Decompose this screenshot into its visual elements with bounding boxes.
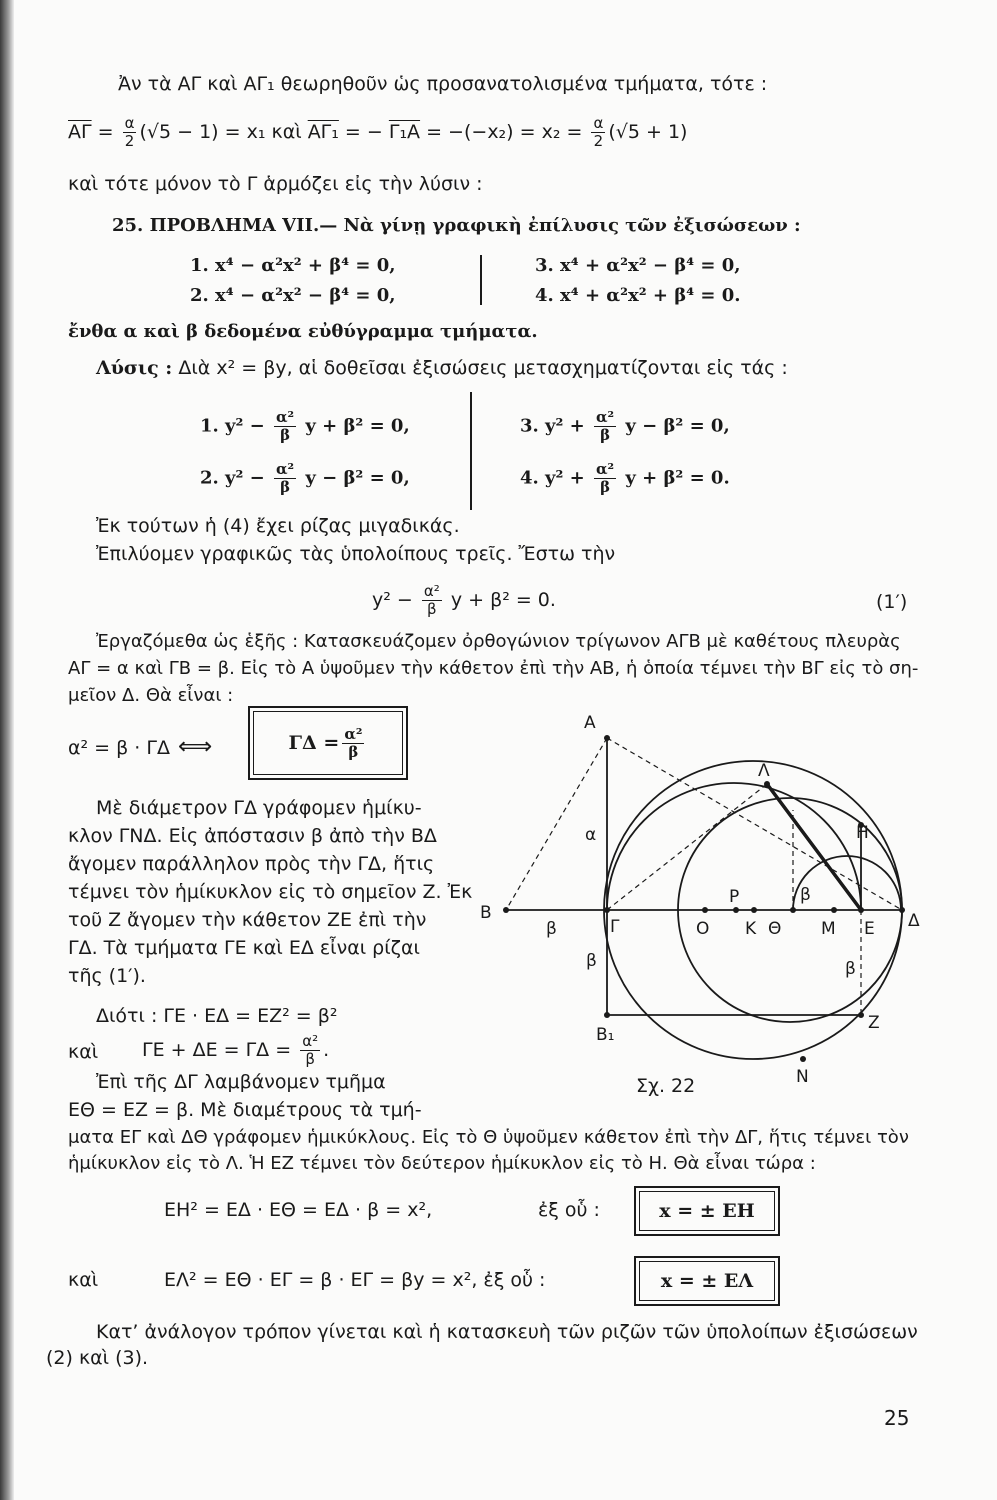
text-kai-1: καὶ <box>68 1041 99 1063</box>
equation-1-prime: y² − $\frac{\text{α²}}{\beta}$ y + β² = 0. <box>372 582 556 618</box>
text-conclusion-1: Κατ’ ἀνάλογον τρόπον γίνεται καὶ ἡ κατασκευὴ τῶν ριζῶν τῶν ὑπολοίπων ἐξισώσεων <box>96 1321 918 1343</box>
equation-ag-values <box>68 116 687 149</box>
label-G: Γ <box>610 917 620 937</box>
text-p4: τέμνει τὸν ἡμίκυκλον εἰς τὸ σημεῖον Ζ. Ἐκ <box>68 881 473 903</box>
text-p7: τῆς (1′). <box>68 965 146 987</box>
page-number: 25 <box>884 1406 910 1430</box>
point-k <box>751 907 757 913</box>
transformed-equation-1: 1. y² − $\frac{\text{α²}}{\beta}$ y + β² = 0, <box>200 408 410 444</box>
label-B: Β <box>480 903 492 923</box>
point-b1 <box>604 1012 610 1018</box>
equation-separator-bottom <box>470 392 472 510</box>
text-line-only-then: καὶ τότε μόνον τὸ Γ ἁρμόζει εἰς τὴν λύσιν : <box>68 173 483 195</box>
figure-22-diagram <box>470 700 940 1105</box>
boxed-result-gd-inner-frame <box>253 711 403 775</box>
label-N: Ν <box>796 1067 809 1087</box>
eq-part-x2: = −(−x₂) = x₂ = <box>420 121 589 143</box>
text-solve-graphically: Ἐπιλύομεν γραφικῶς τὰς ὑπολοίπους τρεῖς. Ἔστω τὴν <box>96 543 616 565</box>
eq-part-sqrt5-plus: (√5 + 1) <box>608 121 688 143</box>
text-q2: ΕΘ = ΕΖ = β. Μὲ διαμέτρους τὰ τμή- <box>68 1099 422 1121</box>
segment-ag: $\overline{A\Gamma}$ <box>68 121 92 143</box>
text-given-segments: ἔνθα α καὶ β δεδομένα εὐθύγραμμα τμήματα. <box>68 321 538 342</box>
text-p3: ἄγομεν παράλληλον πρὸς τὴν ΓΔ, ἥτις <box>68 853 435 875</box>
label-beta-3: β <box>586 951 597 971</box>
label-Th: Θ <box>768 919 782 939</box>
point-m <box>831 907 837 913</box>
text-q4: ἡμίκυκλον εἰς τὸ Λ. Ἡ ΕΖ τέμνει τὸν δεύτερον ἡμίκυκλον εἰς τὸ Η. Θὰ εἶναι τώρα : <box>68 1153 816 1174</box>
label-H: Η <box>856 823 869 843</box>
line-l-e-thick <box>767 784 861 910</box>
text-because: Διότι : ΓΕ · ΕΔ = ΕΖ² = β² <box>96 1005 338 1027</box>
text-kai-2: καὶ <box>68 1269 99 1291</box>
label-beta-1: β <box>546 919 557 939</box>
point-o <box>702 907 708 913</box>
text-line-orientation: Ἀν τὰ ΑΓ καὶ ΑΓ₁ θεωρηθοῦν ὡς προσανατολισμένα τμήματα, τότε : <box>118 73 768 95</box>
eq-minus: = − <box>338 121 389 143</box>
equation-el-squared: ΕΛ² = ΕΘ · ΕΓ = β · ΕΓ = βy = x², ἐξ οὗ : <box>164 1269 546 1291</box>
label-beta-4: β <box>845 959 856 979</box>
point-a <box>604 735 610 741</box>
eq-sign: = <box>91 121 120 143</box>
dashed-gl <box>607 784 767 910</box>
boxed-result-eh-inner-frame <box>639 1191 775 1231</box>
point-d <box>899 907 905 913</box>
label-P: Ρ <box>729 887 740 907</box>
text-conclusion-2: (2) καὶ (3). <box>46 1347 149 1369</box>
transformed-equation-3: 3. y² + $\frac{\text{α²}}{\beta}$ y − β² = 0, <box>520 408 730 444</box>
transformed-equation-2: 2. y² − $\frac{\text{α²}}{\beta}$ y − β² = 0, <box>200 460 410 496</box>
solution-line <box>96 356 788 380</box>
label-M: Μ <box>821 919 836 939</box>
label-K: Κ <box>745 919 757 939</box>
transformed-equation-4: 4. y² + $\frac{\text{α²}}{\beta}$ y + β² = 0. <box>520 460 730 496</box>
equation-1: 1. x⁴ − α²x² + β⁴ = 0, <box>190 255 396 276</box>
text-work-1: Ἐργαζόμεθα ὡς ἑξῆς : Κατασκευάζομεν ὀρθογώνιον τρίγωνον ΑΓΒ μὲ καθέτους πλευρὰς <box>96 631 901 652</box>
label-E: Ε <box>864 919 875 939</box>
text-p5: τοῦ Ζ ἄγομεν τὴν κάθετον ΖΕ ἐπὶ τὴν <box>68 909 427 931</box>
label-beta-2: β <box>800 885 811 905</box>
label-O: Ο <box>696 919 710 939</box>
problem-title: 25. ΠΡΟΒΛΗΜΑ VII.— Νὰ γίνῃ γραφικὴ ἐπίλυσις τῶν ἐξισώσεων : <box>112 215 801 236</box>
eq-part-x1: (√5 − 1) = x₁ καὶ <box>139 121 308 143</box>
segment-g1a: Γ₁Α <box>388 121 421 143</box>
text-complex-roots: Ἐκ τούτων ἡ (4) ἔχει ρίζας μιγαδικάς. <box>96 515 460 537</box>
equivalence-arrow: ⟺ <box>178 732 213 760</box>
equation-separator-top <box>480 255 482 305</box>
boxed-result-eh: x = ± ΕΗ <box>634 1186 780 1236</box>
equation-tag-1-prime: (1′) <box>876 591 908 613</box>
boxed-result-el-inner-frame <box>639 1261 775 1301</box>
relation-a2-b-gd: α² = β · ΓΔ <box>68 737 170 759</box>
text-p6: ΓΔ. Τὰ τμήματα ΓΕ καὶ ΕΔ εἶναι ρίζαι <box>68 937 420 959</box>
equation-sum: ΓΕ + ΔΕ = ΓΔ = $\frac{\text{α²}}{\beta}$ . <box>142 1032 330 1068</box>
label-D: Δ <box>908 911 920 931</box>
point-n <box>800 1056 806 1062</box>
point-e <box>858 907 864 913</box>
text-from-which-1: ἐξ οὗ : <box>538 1199 600 1221</box>
point-b <box>503 907 509 913</box>
point-g <box>604 907 610 913</box>
text-q1: Ἐπὶ τῆς ΔΓ λαμβάνομεν τμῆμα <box>96 1071 386 1093</box>
point-z <box>858 1012 864 1018</box>
equation-eh-squared: ΕΗ² = ΕΔ · ΕΘ = ΕΔ · β = x², <box>164 1199 433 1221</box>
book-spine-shadow <box>0 0 14 1500</box>
label-L: Λ <box>758 761 770 781</box>
equation-3: 3. x⁴ + α²x² − β⁴ = 0, <box>535 255 741 276</box>
boxed-result-el: x = ± ΕΛ <box>634 1256 780 1306</box>
label-A: Α <box>584 713 596 733</box>
fraction-a-over-2: $\frac{\alpha}{2}$ <box>124 114 135 150</box>
label-B1: Β₁ <box>596 1025 615 1045</box>
text-work-3: μεῖον Δ. Θὰ εἶναι : <box>68 685 234 706</box>
text-work-2: ΑΓ = α καὶ ΓΒ = β. Εἰς τὸ Α ὑψοῦμεν τὴν κάθετον ἐπὶ τὴν ΑΒ, ἡ ὁποία τέμνει τὴν ΒΓ εἰς τὸ ση- <box>68 658 919 679</box>
label-alpha: α <box>585 825 597 845</box>
solution-label: Λύσις : <box>96 357 173 379</box>
dashed-ab <box>506 738 607 910</box>
label-Z: Ζ <box>868 1013 880 1033</box>
boxed-result-gd: ΓΔ = $\frac{\text{α²}}{\beta}$ <box>248 706 408 780</box>
point-th <box>790 907 796 913</box>
point-l <box>764 781 770 787</box>
figure-caption: Σχ. 22 <box>636 1075 696 1097</box>
text-p2: κλον ΓΝΔ. Εἰς ἀπόστασιν β ἀπὸ τὴν ΒΔ <box>68 825 437 847</box>
text-p1: Μὲ διάμετρον ΓΔ γράφομεν ἡμίκυ- <box>96 797 422 819</box>
text-q3: ματα ΕΓ καὶ ΔΘ γράφομεν ἡμικύκλους. Εἰς τὸ Θ ὑψοῦμεν κάθετον ἐπὶ τὴν ΔΓ, ἥτις τέμνει τὸν <box>68 1127 909 1148</box>
equation-2: 2. x⁴ − α²x² − β⁴ = 0, <box>190 285 396 306</box>
equation-4: 4. x⁴ + α²x² + β⁴ = 0. <box>535 285 741 306</box>
fraction-a-over-2-second: $\frac{\alpha}{2}$ <box>593 114 604 150</box>
point-p <box>733 907 739 913</box>
segment-ag1: ΑΓ₁ <box>307 121 339 143</box>
solution-text: Διὰ x² = βy, αἱ δοθεῖσαι ἐξισώσεις μετασχηματίζονται εἰς τάς : <box>172 357 788 379</box>
